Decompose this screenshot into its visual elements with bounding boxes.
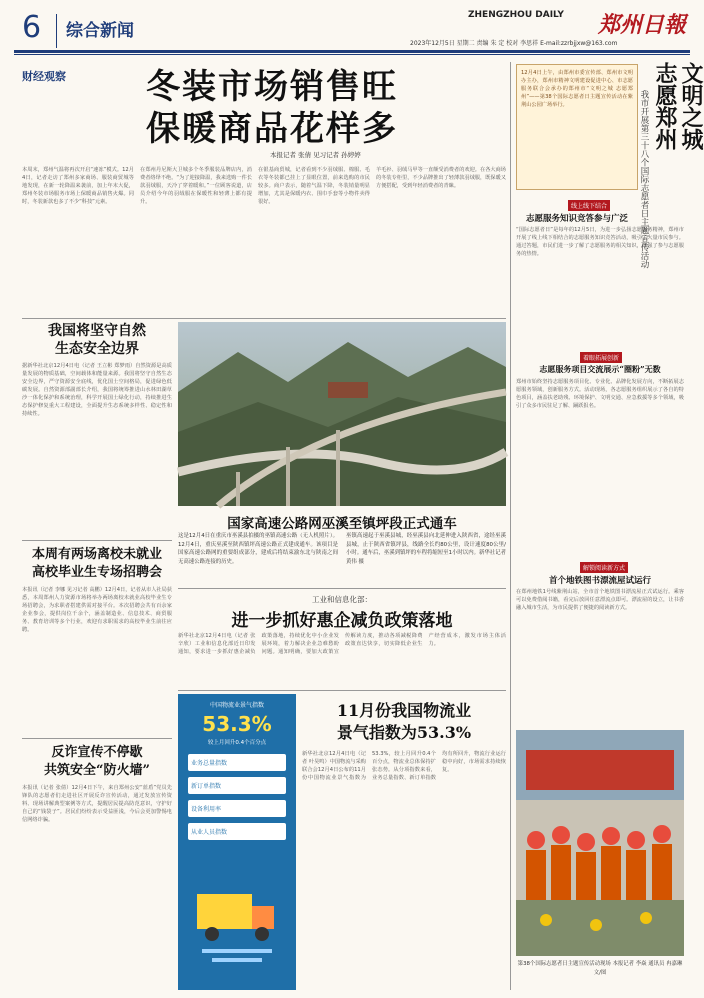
page-header <box>0 0 690 56</box>
masthead-english: ZHENGZHOU DAILY <box>468 10 564 20</box>
article2-body: 据新华社北京12月4日电（记者 王立彬 郑梦雨）自然资源是高质量发展的物质基础，空间载体和能量来源。我国将坚守自然生态安全边界，严守资源安全底线，优化国土空间格局，促进绿色低碳发展。自然资源部副部长介绍，我国将统筹推进山水林田湖草沙一体化保护和系统治理，科学开展国土绿化行动，持续推进生态保护修复重大工程建设，全面提升生态系统多样性、稳定性和持续性。 <box>22 363 172 417</box>
photo-story-headline: 国家高速公路网巫溪至镇坪段正式通车 <box>227 516 457 532</box>
truck-illustration <box>192 854 282 974</box>
feature-vertical-subtitle: 我市开展第三十八个国际志愿者日主题宣传活动 <box>639 90 649 269</box>
lead-byline: 本报记者 张倩 见习记者 孙婷婷 <box>270 151 361 159</box>
header-divider <box>56 14 57 48</box>
sub2-headline: 志愿服务项目交流展示“圈粉”无数 <box>539 364 661 374</box>
feature-photo-caption: 第38个国际志愿者日主题宣传活动现场 本报记者 李焱 通讯员 冉嘉琳 文/图 <box>517 961 683 976</box>
article4-body: 本报讯（记者 张倩）12月4日下午，来自郑州公安“蓝盾”党员先锋队的志愿者们走进社区开展反诈宣传活动，通过发放宣传资料、现场讲解典型案例等方式，提醒居民提高防范意识，守护好自己的“钱袋子”。居民们纷纷表示受益匪浅，今后会更加警惕电信网络诈骗。 <box>22 785 172 823</box>
volunteer-event-photo <box>516 730 684 956</box>
divider <box>22 738 172 739</box>
header-rule-thin <box>14 54 690 55</box>
divider <box>178 690 506 691</box>
sub3-kicker: 解锁阅读新方式 <box>580 562 628 573</box>
sub1-body: “国际志愿者日”是每年的12月5日，为进一步弘扬志愿服务精神，郑州市开展了线上线下相结合的志愿服务知识竞答活动，吸引了大量市民参与。通过答题，市民们进一步了解了志愿服务的相关知识，增强了参与志愿服务的热情。 <box>516 227 684 257</box>
article5-body: 新华社北京12月4日电（记者 张辛欣）工业和信息化部近日印发通知，要求进一步抓好惠企减负政策落地，持续优化中小企业发展环境，着力解决企业急难愁盼问题。通知明确，要加大政策宣传解读力度，推动各项减税降费政策直达快享，切实降低企业生产经营成本，激发市场主体活力。 <box>178 633 506 655</box>
section-name: 综合新闻 <box>66 21 134 41</box>
article6-body: 新华社北京12月4日电（记者 叶昊鸣）中国物流与采购联合会12月4日公布的11月份中国物流业景气指数为53.3%，较上月回升0.4个百分点，物流业总体保持扩张态势。从分项指数来看，业务总量指数、新订单指数均有所回升，物流行业运行稳中向好，市场需求持续恢复。 <box>302 751 506 781</box>
sub1-kicker: 线上线下结合 <box>568 200 610 211</box>
infographic-item: 从业人员指数 <box>188 823 286 840</box>
infographic-top-label: 中国物流业景气指数 <box>209 702 264 709</box>
article6-headline: 11月份我国物流业 景气指数为53.3% <box>336 701 472 742</box>
sub2-kicker: 着眼拓展创新 <box>580 352 622 363</box>
logistics-infographic <box>178 694 296 990</box>
lead-body-col2: 在郑州丹尼斯大卫城多个冬季服装品牌店内，消费者络绎不绝。“为了迎接降温，我来选购一件长款羽绒服，天冷了穿着暖和。”一位顾客说道，店员介绍今年的羽绒服在保暖性和轻薄上都有提升。 <box>140 167 252 205</box>
lead-headline: 冬装市场销售旺 保暖商品花样多 <box>146 67 398 149</box>
infographic-item: 设备利用率 <box>188 800 286 817</box>
lead-body-col3: 在银基商贸城，记者看到不少羽绒服、棉服、毛衣等冬装都已挂上了显眼位置，前来选购的市民较多。商户表示，随着气温下降，冬装销量明显增加，尤其是保暖内衣、围巾手套等小物件卖得很好。 <box>258 167 370 205</box>
header-rule <box>14 50 690 53</box>
infographic-items <box>188 754 286 846</box>
divider <box>178 588 506 589</box>
sub2-body: 郑州市始终坚持志愿服务项目化、专业化、品牌化发展方向，不断拓展志愿服务领域，创新服务方式。活动现场，各志愿服务组织展示了各自的特色项目，涵盖扶老助残、环境保护、文明交通、应急救援等多个领域，吸引了众多市民驻足了解、踊跃报名。 <box>516 379 684 409</box>
article3-body: 本报讯（记者 李娜 见习记者 高鹏）12月4日，记者从市人社局获悉，本周郑州人力资源市场将举办两场离校未就业高校毕业生专场招聘会，为求职者搭建供需对接平台。本次招聘会共有百余家企业参会，提供岗位千余个，涵盖制造业、信息技术、商贸服务、教育培训等多个行业，欢迎有求职需求的高校毕业生前往应聘。 <box>22 587 172 633</box>
article5-headline: 进一步抓好惠企减负政策落地 <box>231 611 453 631</box>
feature-intro: 12月4日上午，由郑州市委宣传部、郑州市文明办主办，郑州市精神文明建设促进中心、市志愿服务联合会承办的郑州市“文明之城 志愿郑州”——第38个国际志愿者日主题宣传活动在紫荆山公园广场举行。 <box>521 70 633 108</box>
sub1-headline: 志愿服务知识竞答参与广泛 <box>525 214 628 224</box>
feature-intro-box <box>516 64 638 190</box>
infographic-big-value: 53.3% <box>202 712 272 736</box>
photo-caption-right: 巫镇高速起于巫溪县城，经巫溪县向北延伸进入陕西省，途经巫溪县城，止于陕西省镇坪县，线路全长约80公里，设计速度80公里/小时。通车后，巫溪到镇坪的车程将缩短至1小时以内。新华社记者 黄伟 摄 <box>346 533 506 565</box>
lead-body-col4: 羊毛衫、羽绒马甲等一直颇受消费者的欢迎。在各大商场的冬装专柜里，不少品牌推出了轻薄款羽绒服，既保暖又方便搭配，受到年轻消费者的青睐。 <box>376 167 506 189</box>
divider <box>22 540 172 541</box>
photo-caption-left: 这是12月4日在重庆市巫溪县拍摄的巫镇高速公路（无人机照片）。12月4日，重庆巫溪至陕西镇坪高速公路正式建成通车。该项目是国家高速公路网的重要组成部分，建成后将结束渝东北与陕南之间无高速公路连接的历史。 <box>178 533 338 565</box>
article4-headline: 反诈宣传不停歇 共筑安全“防火墙” <box>44 745 150 778</box>
article5-kicker: 工业和信息化部： <box>312 595 372 604</box>
article3-headline: 本周有两场离校未就业 高校毕业生专场招聘会 <box>31 547 162 580</box>
lead-body-col1: 本周末，郑州气温将再次开启“速冻”模式。12月4日，记者走访了郑州多家商场、服装商贸城等地发现，在新一轮降温来袭前，加上年末大促，郑州冬装市场服务市场上保暖商品销售火爆。同时，冬装新款也多了不少“科技”元素。 <box>22 167 134 205</box>
page-number: 6 <box>22 10 42 45</box>
highway-photo <box>178 322 506 506</box>
column-head: 财经观察 <box>22 70 66 83</box>
dateline: 2023年12月5日 星期二 责编 朱 定 校对 李思祥 E-mail:zzrbjjxw@163.com <box>410 40 618 47</box>
article2-headline: 我国将坚守自然 生态安全边界 <box>48 323 146 357</box>
feature-vertical-title: 文明之城 志愿郑州 <box>652 62 704 150</box>
sub3-body: 在郑州地铁1号线紫荆山站，全市首个地铁图书漂流屋正式试运行。乘客可以免费借阅书籍，看完后放回任意漂流点即可。漂流屋的设立，让书香融入城市生活，为市民提供了便捷的阅读新方式。 <box>516 589 684 611</box>
sub3-headline: 首个地铁图书漂流屋试运行 <box>548 576 651 586</box>
divider <box>22 318 506 319</box>
infographic-sub: 较上月回升0.4个百分点 <box>207 740 267 746</box>
infographic-item: 新订单指数 <box>188 777 286 794</box>
newspaper-logo: 郑州日報 <box>598 12 687 38</box>
column-divider <box>510 62 511 990</box>
infographic-item: 业务总量指数 <box>188 754 286 771</box>
